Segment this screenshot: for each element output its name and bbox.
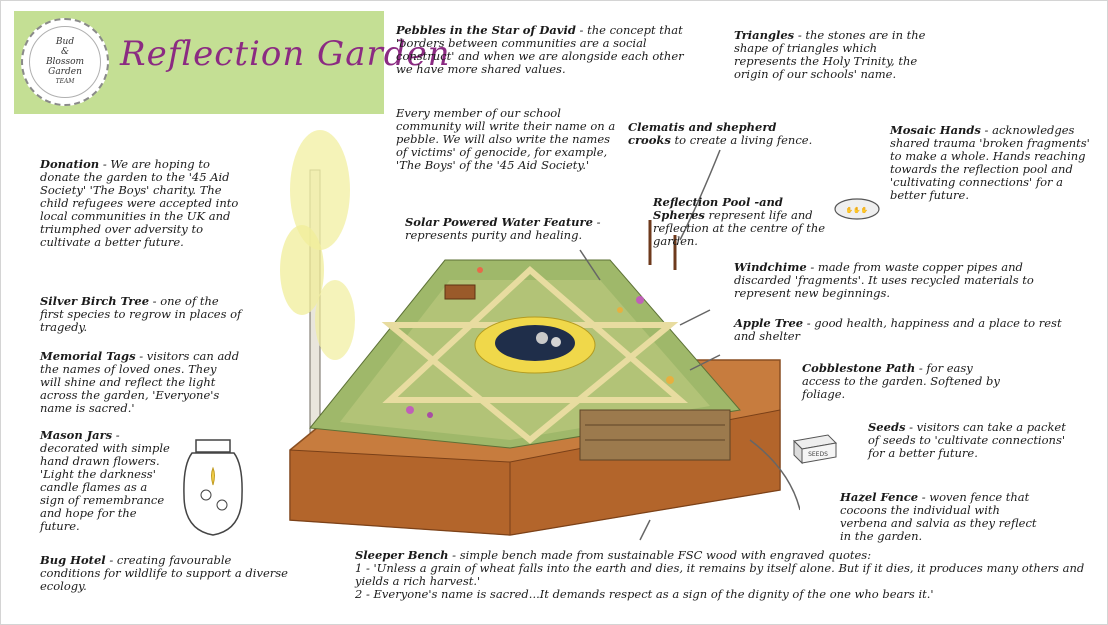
note-mosaic bbox=[890, 124, 1100, 202]
note-heading: Mosaic Hands bbox=[890, 123, 981, 137]
note-heading: Mason Jars bbox=[40, 428, 113, 442]
note-donation bbox=[40, 158, 240, 249]
note-hazel bbox=[840, 491, 1050, 543]
note-solar bbox=[405, 216, 610, 242]
logo-subtext: TEAM bbox=[55, 78, 75, 85]
bud-blossom-logo bbox=[21, 18, 109, 106]
logo-line: Blossom bbox=[45, 57, 85, 67]
note-apple bbox=[734, 317, 1064, 343]
note-text: - represents purity and healing. bbox=[405, 215, 601, 242]
note-text: - for easy access to the garden. Softened by foliage. bbox=[802, 361, 1000, 401]
note-text: - good health, happiness and a place to rest and shelter bbox=[734, 316, 1062, 343]
note-every-member bbox=[396, 107, 616, 172]
note-text: Every member of our school community will write their name on a pebble. We will also write the names of victims' of genocide, for example, 'The Boys' of the '45 Aid Society.' bbox=[396, 106, 616, 172]
note-heading: Pebbles in the Star of David bbox=[396, 23, 576, 37]
note-text: - creating favourable conditions for wildlife to support a diverse ecology. bbox=[40, 553, 288, 593]
note-heading: Solar Powered Water Feature bbox=[405, 215, 593, 229]
note-heading: Sleeper Bench bbox=[355, 548, 449, 562]
garden-illustration bbox=[280, 110, 800, 550]
note-heading: Triangles bbox=[734, 28, 795, 42]
note-pebbles bbox=[396, 24, 686, 76]
note-text: - simple bench made from sustainable FSC wood with engraved quotes: bbox=[448, 548, 872, 562]
note-text: - made from waste copper pipes and discarded 'fragments'. It uses recycled materials to represent new beginnings. bbox=[734, 260, 1034, 300]
note-heading: Apple Tree bbox=[734, 316, 804, 330]
note-text: - the stones are in the shape of triangles which represents the Holy Trinity, the origin of our schools' name. bbox=[734, 28, 926, 81]
note-heading: Cobblestone Path bbox=[802, 361, 916, 375]
svg-text:✋✋✋: ✋✋✋ bbox=[845, 207, 869, 214]
note-heading: Hazel Fence bbox=[840, 490, 919, 504]
logo-line: Bud bbox=[55, 37, 75, 47]
note-text: - woven fence that cocoons the individual with verbena and salvia as they reflect in the garden. bbox=[840, 490, 1037, 543]
quote-2: 2 - Everyone's name is sacred...It demands respect as a sign of the dignity of the one who bears it.' bbox=[355, 587, 934, 601]
note-heading: Seeds bbox=[868, 420, 906, 434]
note-heading: Memorial Tags bbox=[40, 349, 136, 363]
mason-jar-icon bbox=[178, 435, 248, 540]
note-heading: Reflection Pool -and Spheres bbox=[653, 195, 783, 222]
seeds-box-label: SEEDS bbox=[808, 451, 828, 458]
note-heading: Silver Birch Tree bbox=[40, 294, 150, 308]
note-heading: Windchime bbox=[734, 260, 807, 274]
quote-1: 1 - 'Unless a grain of wheat falls into the earth and dies, it remains by itself alone. But if it dies, it produces many others and yields a rich harvest.' bbox=[355, 561, 1085, 588]
note-reflection-pool bbox=[653, 196, 833, 248]
note-heading: Donation bbox=[40, 157, 100, 171]
note-text: represent life and reflection at the centre of the garden. bbox=[653, 208, 826, 248]
seeds-box-icon bbox=[792, 433, 838, 465]
note-heading: Bug Hotel bbox=[40, 553, 106, 567]
note-mason bbox=[40, 429, 170, 533]
page-title: Reflection Garden bbox=[120, 34, 451, 74]
note-heading: Clematis and shepherd crooks bbox=[628, 120, 777, 147]
note-text: - acknowledges shared trauma 'broken fragments' to make a whole. Hands reaching towards the reflection pool and 'cultivating connections' for a better future. bbox=[890, 123, 1090, 202]
note-text: - visitors can add the names of loved ones. They will shine and reflect the light across the garden, 'Everyone's name is sacred.' bbox=[40, 349, 240, 415]
note-memorial bbox=[40, 350, 240, 415]
note-text: - We are hoping to donate the garden to the '45 Aid Society' 'The Boys' charity. The child refugees were accepted into local communities in the UK and triumphed over adversity to cultivate a better future. bbox=[40, 157, 239, 249]
note-text: - decorated with simple hand drawn flowers. 'Light the darkness' candle flames as a sign of remembrance and hope for the future. bbox=[40, 428, 170, 533]
note-clematis bbox=[628, 121, 818, 147]
logo-line: & bbox=[60, 47, 69, 57]
note-cobblestone bbox=[802, 362, 1007, 401]
note-bug-hotel bbox=[40, 554, 290, 593]
note-silver-birch bbox=[40, 295, 245, 334]
note-windchime bbox=[734, 261, 1054, 300]
note-triangles bbox=[734, 29, 934, 81]
note-text: - one of the first species to regrow in places of tragedy. bbox=[40, 294, 242, 334]
note-text: - visitors can take a packet of seeds to 'cultivate connections' for a better future. bbox=[868, 420, 1066, 460]
mosaic-hands-icon bbox=[832, 196, 882, 222]
note-text: - the concept that 'borders between communities are a social construct' and when we are alongside each other we have more shared values. bbox=[396, 23, 684, 76]
logo-line: Garden bbox=[48, 67, 82, 77]
note-seeds bbox=[868, 421, 1078, 460]
note-text: to create a living fence. bbox=[670, 133, 813, 147]
note-sleeper bbox=[355, 549, 1100, 601]
